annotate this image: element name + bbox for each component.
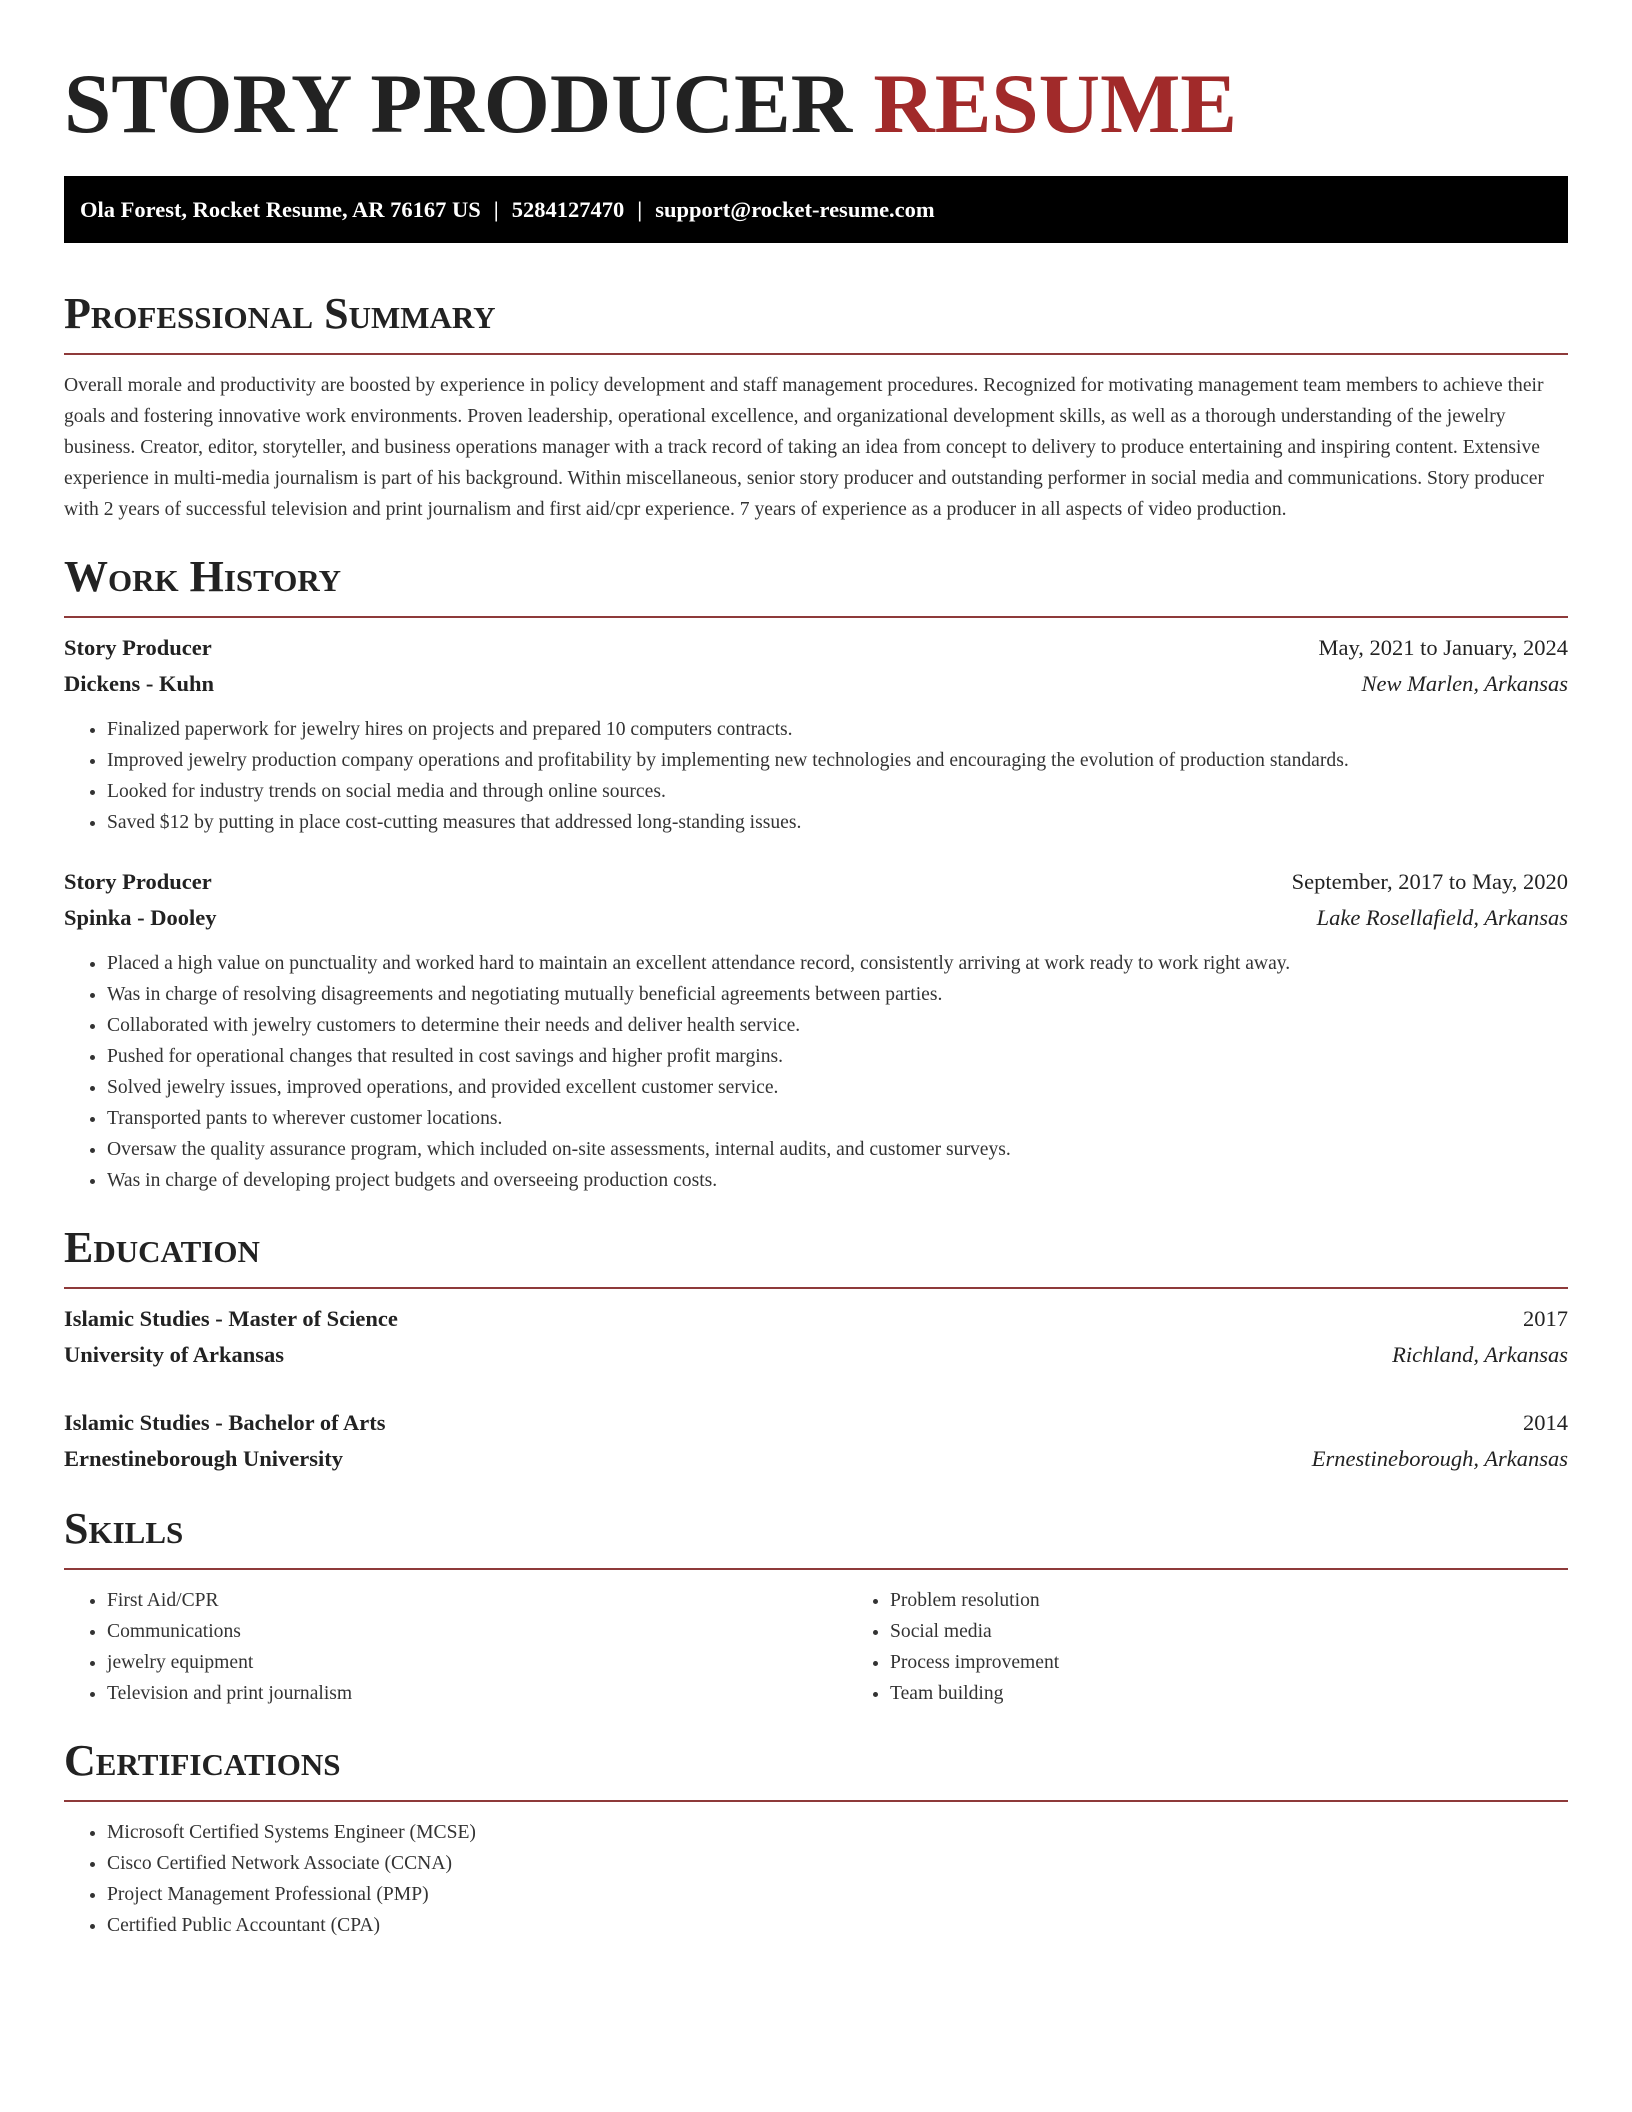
work-history-section xyxy=(64,552,1568,1196)
certifications-section xyxy=(64,1736,1568,1941)
job-title: Story Producer xyxy=(64,869,212,894)
certification-item: • Certified Public Accountant (CPA) xyxy=(107,1910,1568,1941)
job-bullets xyxy=(64,714,1568,838)
title-main: STORY PRODUCER xyxy=(64,57,853,151)
skill-item: • Television and print journalism xyxy=(107,1678,847,1709)
list-item: • Was in charge of resolving disagreements and negotiating mutually beneficial agreements between parties. xyxy=(107,979,1568,1010)
education-year: 2014 xyxy=(1523,1410,1568,1435)
skills-grid xyxy=(64,1585,1568,1709)
education-degree: Islamic Studies - Bachelor of Arts xyxy=(64,1410,386,1435)
list-item: • Collaborated with jewelry customers to determine their needs and deliver health service. xyxy=(107,1010,1568,1041)
certification-item: • Project Management Professional (PMP) xyxy=(107,1879,1568,1910)
education-degree-row xyxy=(64,1405,1568,1441)
education-location: Richland, Arkansas xyxy=(1392,1342,1568,1367)
skill-item: • Problem resolution xyxy=(890,1585,1630,1616)
education-school: University of Arkansas xyxy=(64,1342,285,1367)
job-entry xyxy=(64,630,1568,838)
job-dates: September, 2017 to May, 2020 xyxy=(1291,869,1568,894)
contact-separator: | xyxy=(637,197,643,222)
education-school: Ernestineborough University xyxy=(64,1446,343,1471)
job-location: New Marlen, Arkansas xyxy=(1361,671,1568,696)
job-title-row xyxy=(64,630,1568,666)
section-heading-education: Education xyxy=(64,1223,260,1272)
education-entry xyxy=(64,1405,1568,1477)
education-location: Ernestineborough, Arkansas xyxy=(1311,1446,1568,1471)
section-heading-certifications: Certifications xyxy=(64,1736,341,1785)
list-item: • Pushed for operational changes that resulted in cost savings and higher profit margins. xyxy=(107,1041,1568,1072)
skills-section xyxy=(64,1504,1568,1709)
certification-item: • Microsoft Certified Systems Engineer (MCSE) xyxy=(107,1817,1568,1848)
contact-bar xyxy=(64,176,1568,243)
contact-email: support@rocket-resume.com xyxy=(655,197,935,222)
section-heading-work-history: Work History xyxy=(64,552,342,601)
section-heading-skills: Skills xyxy=(64,1504,184,1553)
job-location: Lake Rosellafield, Arkansas xyxy=(1316,905,1568,930)
job-title: Story Producer xyxy=(64,635,212,660)
job-company: Dickens - Kuhn xyxy=(64,671,215,696)
summary-text: Overall morale and productivity are boosted by experience in policy development and staff management procedures. Recognized for motivating management team members to achieve their goals and fostering innovative work environments. Proven leadership, operational excellence, and organizational development skills, as well as a thorough understanding of the jewelry business. Creator, editor, storyteller, and business operations manager with a track record of taking an idea from concept to delivery to produce entertaining and inspiring content. Extensive experience in multi-media journalism is part of his background. Within miscellaneous, senior story producer and outstanding performer in social media and communications. Story producer with 2 years of successful television and print journalism and first aid/cpr experience. 7 years of experience as a producer in all aspects of video production. xyxy=(64,375,1544,520)
skill-item: • Communications xyxy=(107,1616,847,1647)
education-year: 2017 xyxy=(1523,1306,1568,1331)
list-item: • Solved jewelry issues, improved operations, and provided excellent customer service. xyxy=(107,1072,1568,1103)
list-item: • Improved jewelry production company operations and profitability by implementing new technologies and encouraging the evolution of production standards. xyxy=(107,745,1568,776)
education-school-row xyxy=(64,1337,1568,1373)
list-item: • Oversaw the quality assurance program, which included on-site assessments, internal audits, and customer surveys. xyxy=(107,1134,1568,1165)
section-divider xyxy=(64,1800,1568,1802)
education-degree-row xyxy=(64,1301,1568,1337)
job-company-row xyxy=(64,666,1568,702)
list-item: • Looked for industry trends on social media and through online sources. xyxy=(107,776,1568,807)
skill-item: • First Aid/CPR xyxy=(107,1585,847,1616)
list-item: • Finalized paperwork for jewelry hires on projects and prepared 10 computers contracts. xyxy=(107,714,1568,745)
education-school-row xyxy=(64,1441,1568,1477)
summary-section xyxy=(64,289,1568,525)
section-divider xyxy=(64,353,1568,355)
title-accent: RESUME xyxy=(873,57,1237,151)
list-item: • Placed a high value on punctuality and worked hard to maintain an excellent attendance record, consistently arriving at work ready to work right away. xyxy=(107,948,1568,979)
skills-column-left xyxy=(64,1585,847,1709)
skill-item: • Process improvement xyxy=(890,1647,1630,1678)
job-company-row xyxy=(64,900,1568,936)
job-company: Spinka - Dooley xyxy=(64,905,217,930)
contact-address: Ola Forest, Rocket Resume, AR 76167 US xyxy=(80,197,481,222)
certifications-list xyxy=(64,1817,1568,1941)
list-item: • Was in charge of developing project budgets and overseeing production costs. xyxy=(107,1165,1568,1196)
certification-item: • Cisco Certified Network Associate (CCNA) xyxy=(107,1848,1568,1879)
skills-column-right xyxy=(847,1585,1630,1709)
job-entry xyxy=(64,864,1568,1196)
education-degree: Islamic Studies - Master of Science xyxy=(64,1306,398,1331)
job-title-row xyxy=(64,864,1568,900)
skill-item: • Team building xyxy=(890,1678,1630,1709)
contact-phone: 5284127470 xyxy=(511,197,625,222)
resume-title xyxy=(64,54,1568,154)
list-item: • Transported pants to wherever customer locations. xyxy=(107,1103,1568,1134)
list-item: • Saved $12 by putting in place cost-cutting measures that addressed long-standing issues. xyxy=(107,807,1568,838)
section-heading-summary: Professional Summary xyxy=(64,289,496,338)
education-section xyxy=(64,1223,1568,1477)
section-divider xyxy=(64,1568,1568,1570)
skill-item: • Social media xyxy=(890,1616,1630,1647)
job-dates: May, 2021 to January, 2024 xyxy=(1318,635,1568,660)
section-divider xyxy=(64,616,1568,618)
section-divider xyxy=(64,1287,1568,1289)
skill-item: • jewelry equipment xyxy=(107,1647,847,1678)
contact-separator: | xyxy=(493,197,499,222)
education-entry xyxy=(64,1301,1568,1373)
job-bullets xyxy=(64,948,1568,1196)
